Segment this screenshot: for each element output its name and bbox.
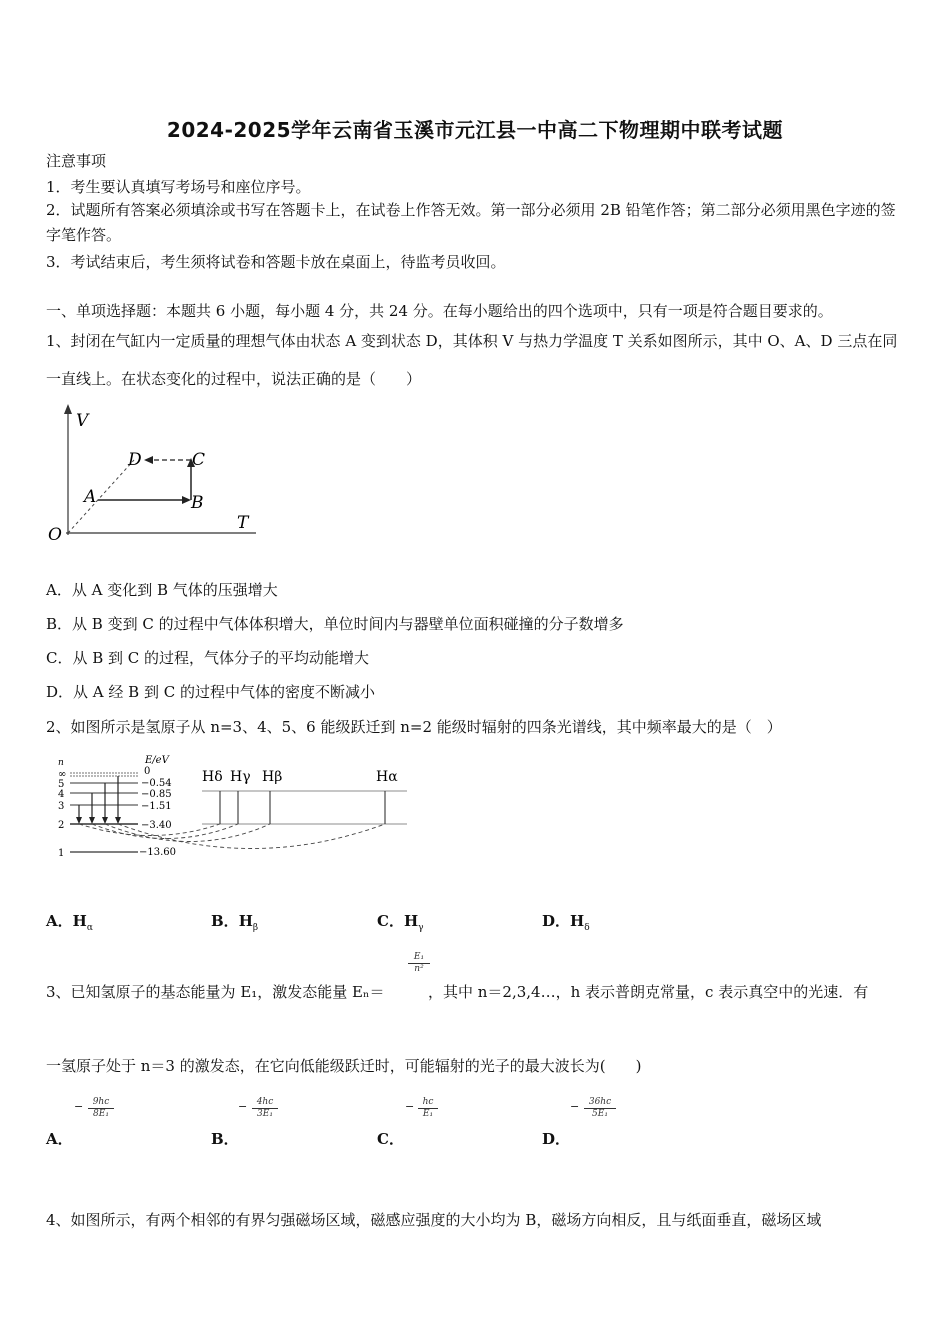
level-e-1: −13.60 <box>139 847 177 858</box>
q2-option-a: A．$H_\alpha$ <box>46 912 93 933</box>
vt-graph <box>44 400 264 545</box>
oad-dashed-line <box>68 460 134 533</box>
energy-header: E/eV <box>145 755 169 766</box>
notice-heading: 注意事项 <box>46 152 107 170</box>
q3-option-d-minus: − <box>570 1100 580 1113</box>
question-3-stem-a: 3、已知氢原子的基态能量为 E₁，激发态能量 Eₙ＝ <box>46 983 385 1001</box>
q3-option-b-minus: − <box>238 1100 248 1113</box>
level-e-3: −1.51 <box>141 801 172 812</box>
q3-option-a-minus: − <box>74 1100 84 1113</box>
t-axis-label: T <box>237 513 249 533</box>
notice-item-3: 3．考试结束后，考生须将试卷和答题卡放在桌面上，待监考员收回。 <box>46 253 506 271</box>
page-title: 2024-2025学年云南省玉溪市元江县一中高二下物理期中联考试题 <box>166 118 784 142</box>
q3-option-c-fraction: $\frac{hc}{\text{E₁}}$ <box>418 1097 438 1120</box>
line-h-beta: Hβ <box>262 769 283 785</box>
n-header: n <box>58 758 64 768</box>
q2-option-b: B．$H_\beta$ <box>211 912 259 933</box>
q3-option-d-fraction: $\frac{36hc}{\text{5E₁}}$ <box>584 1097 616 1120</box>
q3-option-b-fraction: $\frac{4hc}{\text{3E₁}}$ <box>252 1097 278 1120</box>
b-label: B <box>191 493 204 513</box>
question-2-stem: 2、如图所示是氢原子从 n=3、4、5、6 能级跃迁到 n=2 能级时辐射的四条光谱线，其中频率最大的是（ ） <box>46 718 782 736</box>
section-heading: 一、单项选择题：本题共 6 小题，每小题 4 分，共 24 分。在每小题给出的四个选项中，只有一项是符合题目要求的。 <box>46 302 833 320</box>
q3-option-b: B． <box>211 1130 239 1148</box>
level-n-1: 1 <box>58 848 65 859</box>
level-e-inf: 0 <box>144 766 151 777</box>
q2-option-d: D．$H_\delta$ <box>542 912 590 933</box>
q3-option-d: D． <box>542 1130 571 1148</box>
q3-option-a-fraction: $\frac{9hc}{\text{8E₁}}$ <box>88 1097 114 1120</box>
o-label: O <box>48 525 62 545</box>
q1-option-b: B．从 B 变到 C 的过程中气体体积增大，单位时间内与器壁单位面积碰撞的分子数增多 <box>46 615 624 633</box>
v-axis-label: V <box>76 411 89 431</box>
question-1-stem: 1、封闭在气缸内一定质量的理想气体由状态 A 变到状态 D，其体积 V 与热力学温度 T 关系如图所示，其中 O、A、D 三点在同一直线上。在状态变化的过程中，说法正确的是（ ） <box>46 332 898 388</box>
level-n-3: 3 <box>58 801 65 812</box>
line-h-delta: Hδ <box>202 769 223 785</box>
notice-item-2: 2．试题所有答案必须填涂或书写在答题卡上，在试卷上作答无效。第一部分必须用 2B 铅笔作答；第二部分必须用黑色字迹的签字笔作答。 <box>46 201 896 244</box>
level-n-2: 2 <box>58 820 65 831</box>
line-h-gamma: Hγ <box>230 769 251 785</box>
level-e-4: −0.85 <box>141 789 172 800</box>
level-n-5: 5 <box>58 779 65 790</box>
q1-option-d: D．从 A 经 B 到 C 的过程中气体的密度不断减小 <box>46 683 375 701</box>
q3-option-c: C． <box>377 1130 404 1148</box>
q3-option-a: A． <box>46 1130 73 1148</box>
d-label: D <box>128 450 142 470</box>
notice-item-1: 1．考生要认真填写考场号和座位序号。 <box>46 178 311 196</box>
energy-fraction: $\frac{\text{E₁}}{\text{n²}}$ <box>408 952 430 975</box>
q2-option-c: C．$H_\gamma$ <box>377 912 424 933</box>
line-h-alpha: Hα <box>376 769 398 785</box>
c-label: C <box>192 450 206 470</box>
a-label: A <box>84 487 97 507</box>
question-4-stem: 4、如图所示，有两个相邻的有界匀强磁场区域，磁感应强度的大小均为 B，磁场方向相反，且与纸面垂直，磁场区域 <box>46 1211 822 1229</box>
level-n-4: 4 <box>58 789 65 800</box>
level-n-inf: ∞ <box>58 769 67 780</box>
energy-level-diagram <box>52 755 417 865</box>
q1-option-c: C．从 B 到 C 的过程，气体分子的平均动能增大 <box>46 649 370 667</box>
question-3-stem-2: 一氢原子处于 n＝3 的激发态，在它向低能级跃迁时，可能辐射的光子的最大波长为( ) <box>46 1057 642 1075</box>
level-e-5: −0.54 <box>141 778 172 789</box>
q3-option-c-minus: − <box>405 1100 415 1113</box>
q1-option-a: A．从 A 变化到 B 气体的压强增大 <box>46 581 278 599</box>
level-e-2: −3.40 <box>141 820 172 831</box>
question-3-stem-b: ，其中 n＝2,3,4…，h 表示普朗克常量，c 表示真空中的光速．有 <box>428 983 869 1001</box>
